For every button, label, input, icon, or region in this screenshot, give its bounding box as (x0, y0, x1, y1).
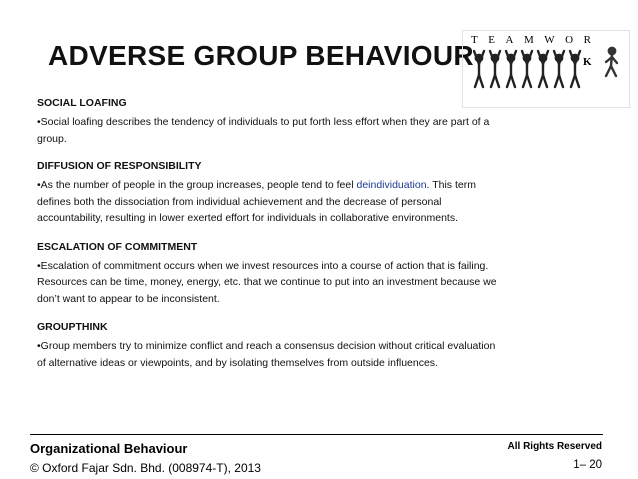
footer-publisher: © Oxford Fajar Sdn. Bhd. (008974-T), 2013 (30, 461, 261, 475)
logo-letter: A (505, 34, 514, 46)
page-number: 1– 20 (573, 459, 602, 471)
walking-person-icon (603, 45, 621, 79)
logo-letter: M (523, 34, 534, 46)
logo-letters (471, 34, 591, 46)
footer-rights: All Rights Reserved (507, 441, 602, 452)
section-heading: SOCIAL LOAFING (37, 97, 127, 109)
slide-title: ADVERSE GROUP BEHAVIOUR (48, 40, 474, 71)
section-text: •Escalation of commitment occurs when we invest resources into a course of action that is failing. Resources can be time, money, energy, etc. that we continue to put into an investment because we don’t want to appear to be inconsistent. (37, 259, 497, 305)
logo-letter: W (544, 34, 555, 46)
section-heading: ESCALATION OF COMMITMENT (37, 240, 198, 253)
section-groupthink (37, 319, 497, 371)
section-heading: DIFFUSION OF RESPONSIBILITY (37, 160, 202, 172)
slide-content (37, 95, 497, 371)
logo-letter: O (565, 34, 574, 46)
logo-letter: R (583, 34, 591, 46)
text-after: . This term defines both the dissociation from individual achievement and the decrease of personal accountability, resulting in lower exerted effort for individuals in collaborative environments. (37, 179, 476, 224)
footer-course: Organizational Behaviour (30, 441, 188, 456)
section-text (37, 177, 497, 227)
text-before: •As the number of people in the group increases, people tend to feel (37, 179, 357, 191)
highlight-term: deindividuation (356, 179, 427, 191)
section-text: •Group members try to minimize conflict and reach a consensus decision without critical evaluation of alternative ideas or viewpoints, and by isolating themselves from outside influences. (37, 340, 496, 369)
section-diffusion-of-responsibility (37, 158, 497, 227)
footer-divider (30, 434, 603, 435)
section-heading: GROUPTHINK (37, 321, 108, 333)
logo-trailing-letter: K (583, 56, 592, 68)
section-escalation-of-commitment (37, 239, 497, 308)
logo-letter: T (471, 34, 478, 46)
people-holding-letters-icon (473, 47, 585, 91)
logo-letter: E (488, 34, 495, 46)
section-social-loafing (37, 95, 497, 147)
section-text: •Social loafing describes the tendency of individuals to put forth less effort when they are part of a group. (37, 116, 490, 145)
